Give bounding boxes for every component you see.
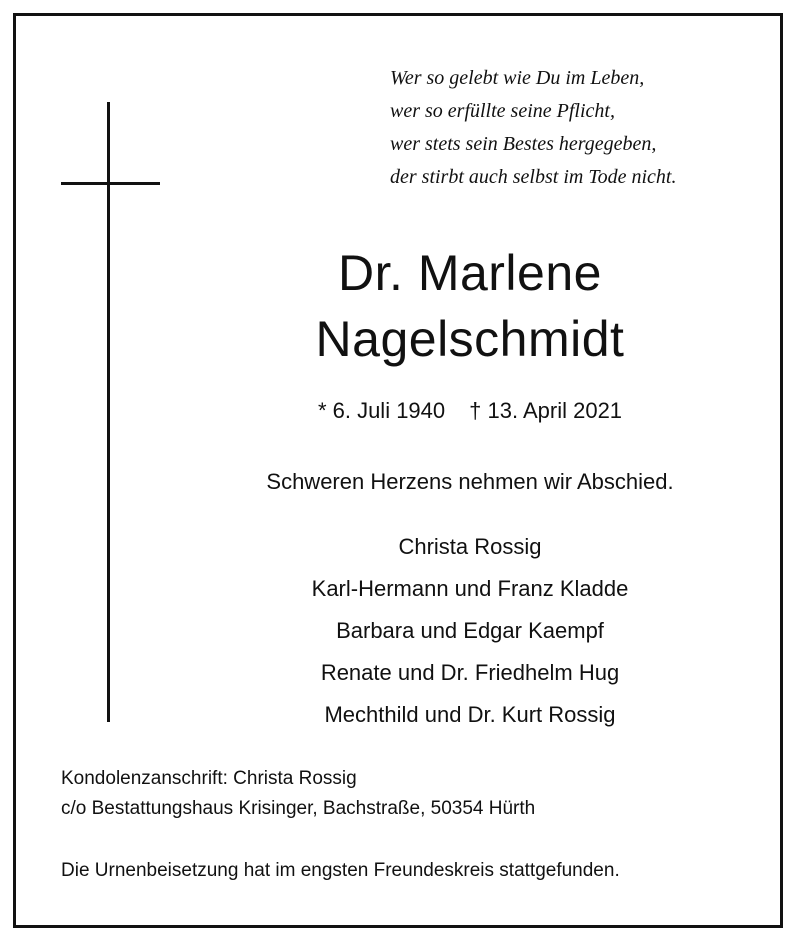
poem [390,62,770,194]
farewell-text: Schweren Herzens nehmen wir Abschied. [266,469,674,494]
burial-note: Die Urnenbeisetzung hat im engsten Freundeskreis stattgefunden. [61,860,620,881]
mourner-name: Renate und Dr. Friedhelm Hug [320,660,620,685]
cross-vertical-bar [107,102,110,722]
poem-line: wer stets sein Bestes hergegeben, [390,133,657,155]
deceased-name-first-line: Dr. Marlene [338,245,602,301]
death-date: † 13. April 2021 [469,398,623,423]
condolence-address [61,764,771,824]
mourner-name: Mechthild und Dr. Kurt Rossig [324,702,616,727]
condolence-address-line: c/o Bestattungshaus Krisinger, Bachstraße, 50354 Hürth [61,798,536,819]
mourner-name: Karl-Hermann und Franz Kladde [311,576,629,601]
life-dates [170,396,770,426]
birth-date: * 6. Juli 1940 [317,398,446,423]
deceased-name [170,240,770,372]
mourner-name: Barbara und Edgar Kaempf [336,618,604,643]
mourners-list [170,526,770,736]
poem-line: der stirbt auch selbst im Tode nicht. [390,166,677,188]
condolence-address-line: Kondolenzanschrift: Christa Rossig [61,768,357,789]
deceased-name-last-line: Nagelschmidt [315,311,625,367]
mourner-name: Christa Rossig [398,534,542,559]
poem-line: wer so erfüllte seine Pflicht, [390,100,615,122]
cross-horizontal-bar [61,182,160,185]
poem-line: Wer so gelebt wie Du im Leben, [390,67,645,89]
